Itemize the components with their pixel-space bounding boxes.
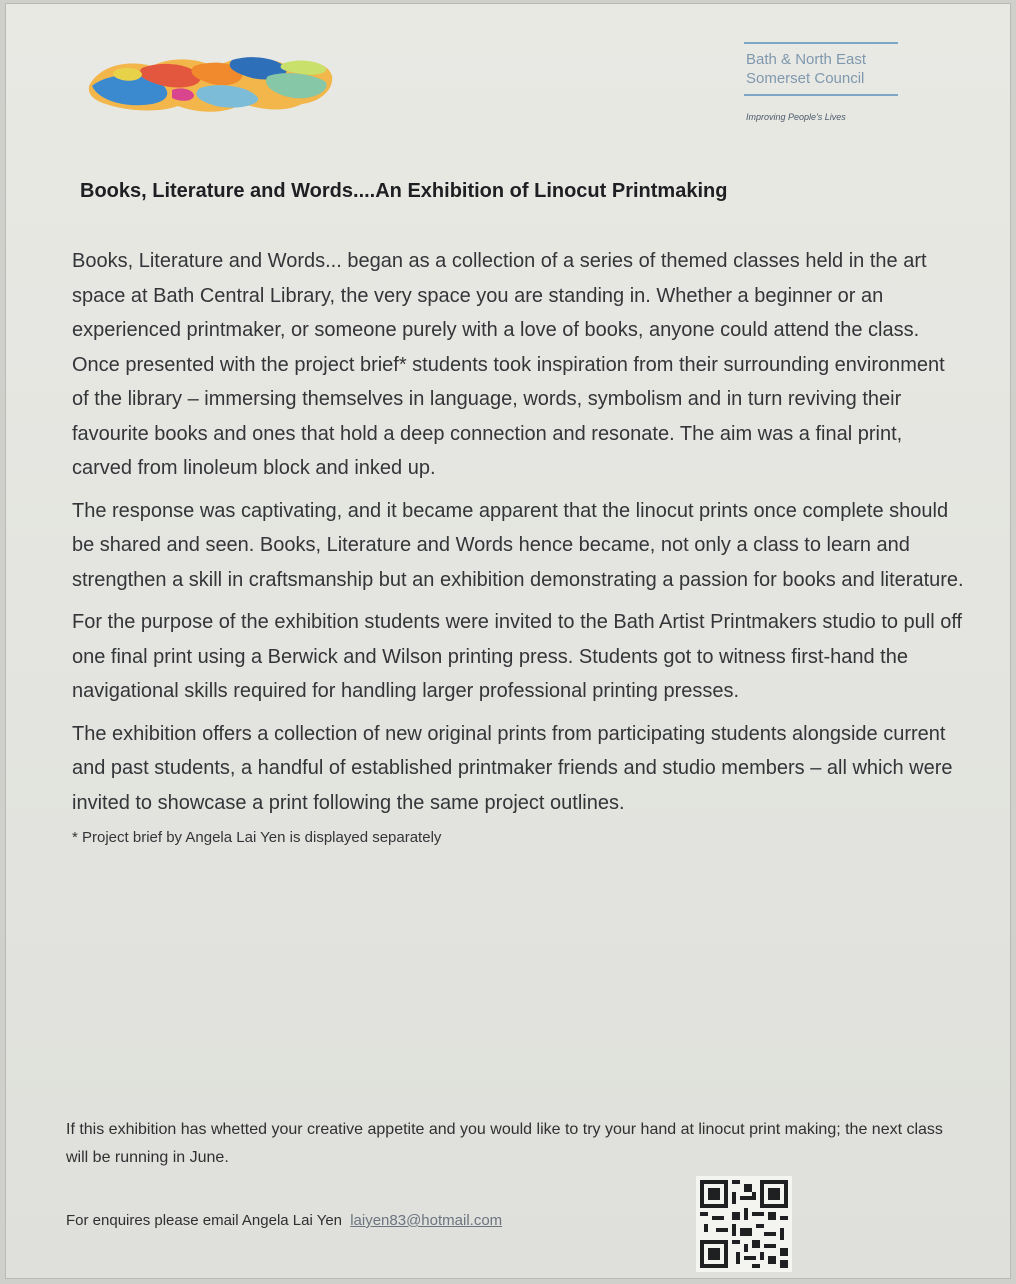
paragraph-intro: Books, Literature and Words... began as a collection of a series of themed classes held in the art space at Bath Central Library, the very space you are standing in. Whether a beginner or an experienced printmaker, or someone purely with a love of books, anyone could attend the class. Once presented with the project brief* students took inspiration from their surrounding environment of the library – immersing themselves in language, words, symbolism and in turn reviving their favourite books and ones that hold a deep connection and resonate. The aim was a final print, carved from linoleum block and inked up. — [72, 250, 945, 479]
exhibition-logo — [82, 46, 338, 118]
council-logo-bottom-bar — [744, 94, 898, 96]
paragraph-purpose: For the purpose of the exhibition students were invited to the Bath Artist Printmakers studio to pull off one final print using a Berwick and Wilson printing press. Students got to witness first-hand the navigational skills required for handling larger professional printing presses. — [72, 611, 963, 702]
qr-code-icon[interactable] — [696, 1176, 792, 1272]
council-name-line2: Somerset Council — [746, 70, 865, 87]
enquiry-text: For enquires please email Angela Lai Yen — [66, 1212, 343, 1229]
footnote: * Project brief by Angela Lai Yen is displayed separately — [72, 829, 442, 846]
closing-note: If this exhibition has whetted your creative appetite and you would like to try your hand at linocut print making; the next class will be running in June. — [66, 1121, 943, 1166]
council-name-line1: Bath & North East — [746, 51, 867, 68]
notice-title: Books, Literature and Words....An Exhibition of Linocut Printmaking — [80, 180, 728, 202]
enquiry-line — [66, 1212, 502, 1229]
email-link[interactable]: laiyen83@hotmail.com — [350, 1212, 503, 1229]
notice-body — [72, 244, 964, 848]
exhibition-notice — [6, 4, 1010, 1278]
council-tagline: Improving People's Lives — [746, 112, 846, 122]
paragraph-collection: The exhibition offers a collection of new original prints from participating students alongside current and past students, a handful of established printmaker friends and studio members – all which were invited to showcase a print following the same project outlines. — [72, 722, 953, 814]
paragraph-response: The response was captivating, and it became apparent that the linocut prints once complete should be shared and seen. Books, Literature and Words hence became, not only a class to learn and strengthen a skill in craftsmanship but an exhibition demonstrating a passion for books and literature. — [72, 499, 964, 591]
council-name — [746, 50, 906, 88]
council-logo-top-bar — [744, 42, 898, 44]
council-logo — [740, 38, 910, 130]
